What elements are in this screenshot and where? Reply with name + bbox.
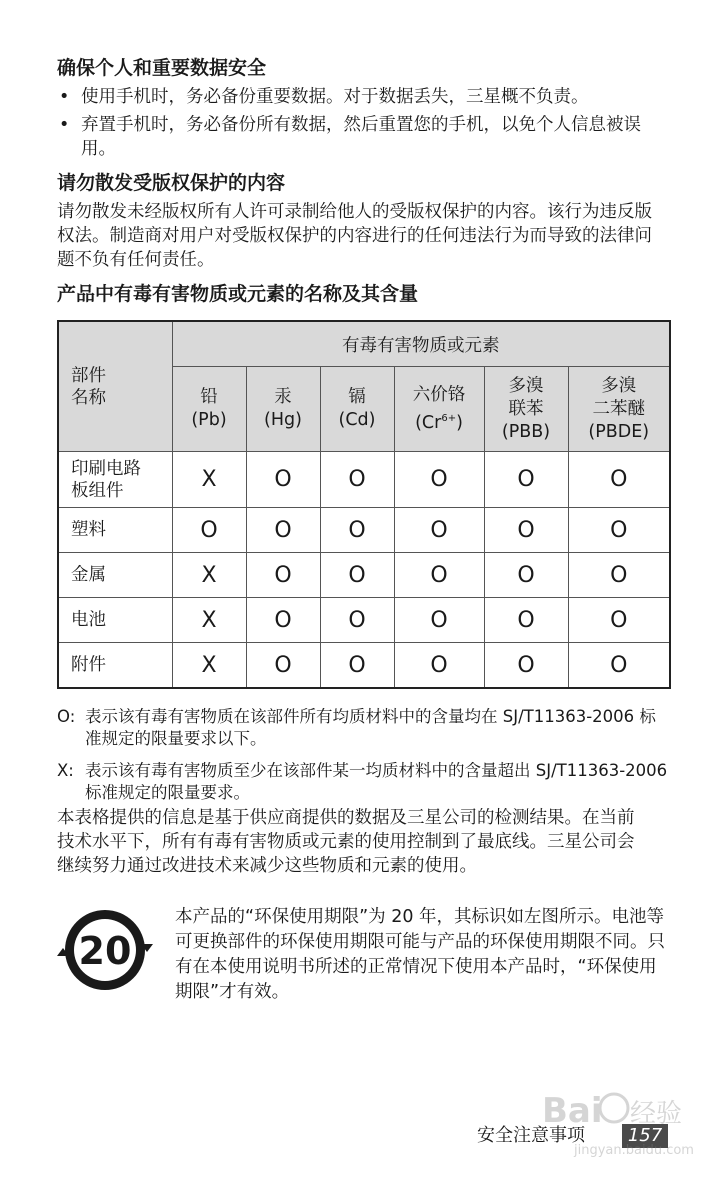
bullet-text: 弃置手机时，务必备份所有数据，然后重置您的手机，以免个人信息被误用。 [81, 115, 641, 159]
part-label: 金属 [58, 553, 172, 598]
mark-cell: O [246, 452, 320, 508]
column-header-cr6: 六价铬 $(Cr^{6+})$ [394, 367, 484, 452]
part-label: 印刷电路 板组件 [58, 452, 172, 508]
mark-cell: X [172, 598, 246, 643]
column-header-pb: 铅 (Pb) [172, 367, 246, 452]
column-header-hg: 汞 (Hg) [246, 367, 320, 452]
mark-cell: O [394, 508, 484, 553]
substance-group-header: 有毒有害物质或元素 [172, 321, 670, 367]
mark-cell: O [320, 452, 394, 508]
bullet-icon: • [59, 87, 70, 107]
bullet-icon: • [59, 115, 70, 135]
mark-cell: O [568, 452, 670, 508]
mark-cell: O [320, 553, 394, 598]
part-label: 附件 [58, 643, 172, 689]
mark-cell: O [172, 508, 246, 553]
column-header-pbb: 多溴 联苯 (PBB) [484, 367, 568, 452]
section-title-copyright: 请勿散发受版权保护的内容 [57, 172, 286, 194]
bullet-text: 使用手机时，务必备份重要数据。对于数据丢失，三星概不负责。 [81, 87, 589, 107]
table-row [58, 553, 670, 598]
mark-cell: O [484, 598, 568, 643]
watermark-url: jingyan.baidu.com [574, 1143, 694, 1158]
mark-cell: O [246, 598, 320, 643]
mark-cell: O [484, 508, 568, 553]
note-text: 表示该有毒有害物质在该部件所有均质材料中的含量均在 SJ/T11363-2006 标准规定的限量要求以下。 [85, 707, 656, 748]
eco-number: 20 [78, 929, 132, 973]
hazard-table [57, 320, 671, 689]
note-key: X: [57, 761, 74, 780]
eco-description: 本产品的“环保使用期限”为 20 年，其标识如左图所示。电池等可更换部件的环保使用期限可能与产品的环保使用期限不同。只有在本使用说明书所述的正常情况下使用本产品时，“环保使用期限”才有效。 [175, 907, 665, 1002]
part-label: 电池 [58, 598, 172, 643]
note-key: O: [57, 707, 76, 726]
watermark-brand: Bai [542, 1091, 603, 1131]
part-name-header: 部件 名称 [58, 321, 172, 452]
page-number: 157 [622, 1124, 668, 1148]
table-row [58, 452, 670, 508]
mark-cell: X [172, 553, 246, 598]
data-safety-list [57, 85, 669, 165]
mark-cell: O [484, 643, 568, 689]
mark-cell: O [246, 508, 320, 553]
eco-period-20-icon [57, 908, 153, 992]
mark-cell: O [394, 452, 484, 508]
list-item [57, 85, 669, 109]
mark-cell: O [394, 643, 484, 689]
mark-cell: O [320, 598, 394, 643]
mark-cell: O [568, 598, 670, 643]
mark-cell: O [394, 598, 484, 643]
section-title-hazard: 产品中有毒有害物质或元素的名称及其含量 [57, 283, 419, 305]
column-header-pbde: 多溴 二苯醚 (PBDE) [568, 367, 670, 452]
watermark-brand2: 经验 [630, 1099, 683, 1129]
note-text: 表示该有毒有害物质至少在该部件某一均质材料中的含量超出 SJ/T11363-2006 标准规定的限量要求。 [85, 761, 668, 802]
copyright-body: 请勿散发未经版权所有人许可录制给他人的受版权保护的内容。该行为违反版权法。制造商对用户对受版权保护的内容进行的任何违法行为而导致的法律问题不负有任何责任。 [57, 202, 652, 270]
note-x [57, 760, 669, 804]
part-label: 塑料 [58, 508, 172, 553]
mark-cell: O [246, 553, 320, 598]
mark-cell: X [172, 643, 246, 689]
note-o [57, 706, 669, 750]
summary-text: 本表格提供的信息是基于供应商提供的数据及三星公司的检测结果。在当前技术水平下，所有有毒有害物质或元素的使用控制到了最底线。三星公司会继续努力通过改进技术来减少这些物质和元素的使用。 [57, 808, 635, 876]
mark-cell: O [484, 553, 568, 598]
section-title-data-safety: 确保个人和重要数据安全 [57, 57, 267, 79]
table-row [58, 598, 670, 643]
mark-cell: O [568, 643, 670, 689]
mark-cell: O [320, 508, 394, 553]
list-item [57, 113, 669, 161]
mark-cell: O [246, 643, 320, 689]
mark-cell: O [394, 553, 484, 598]
mark-cell: O [568, 508, 670, 553]
table-row [58, 508, 670, 553]
footer-section-title: 安全注意事项 [477, 1125, 585, 1146]
mark-cell: O [320, 643, 394, 689]
mark-cell: O [568, 553, 670, 598]
mark-cell: X [172, 452, 246, 508]
column-header-cd: 镉 (Cd) [320, 367, 394, 452]
table-row [58, 643, 670, 689]
mark-cell: O [484, 452, 568, 508]
